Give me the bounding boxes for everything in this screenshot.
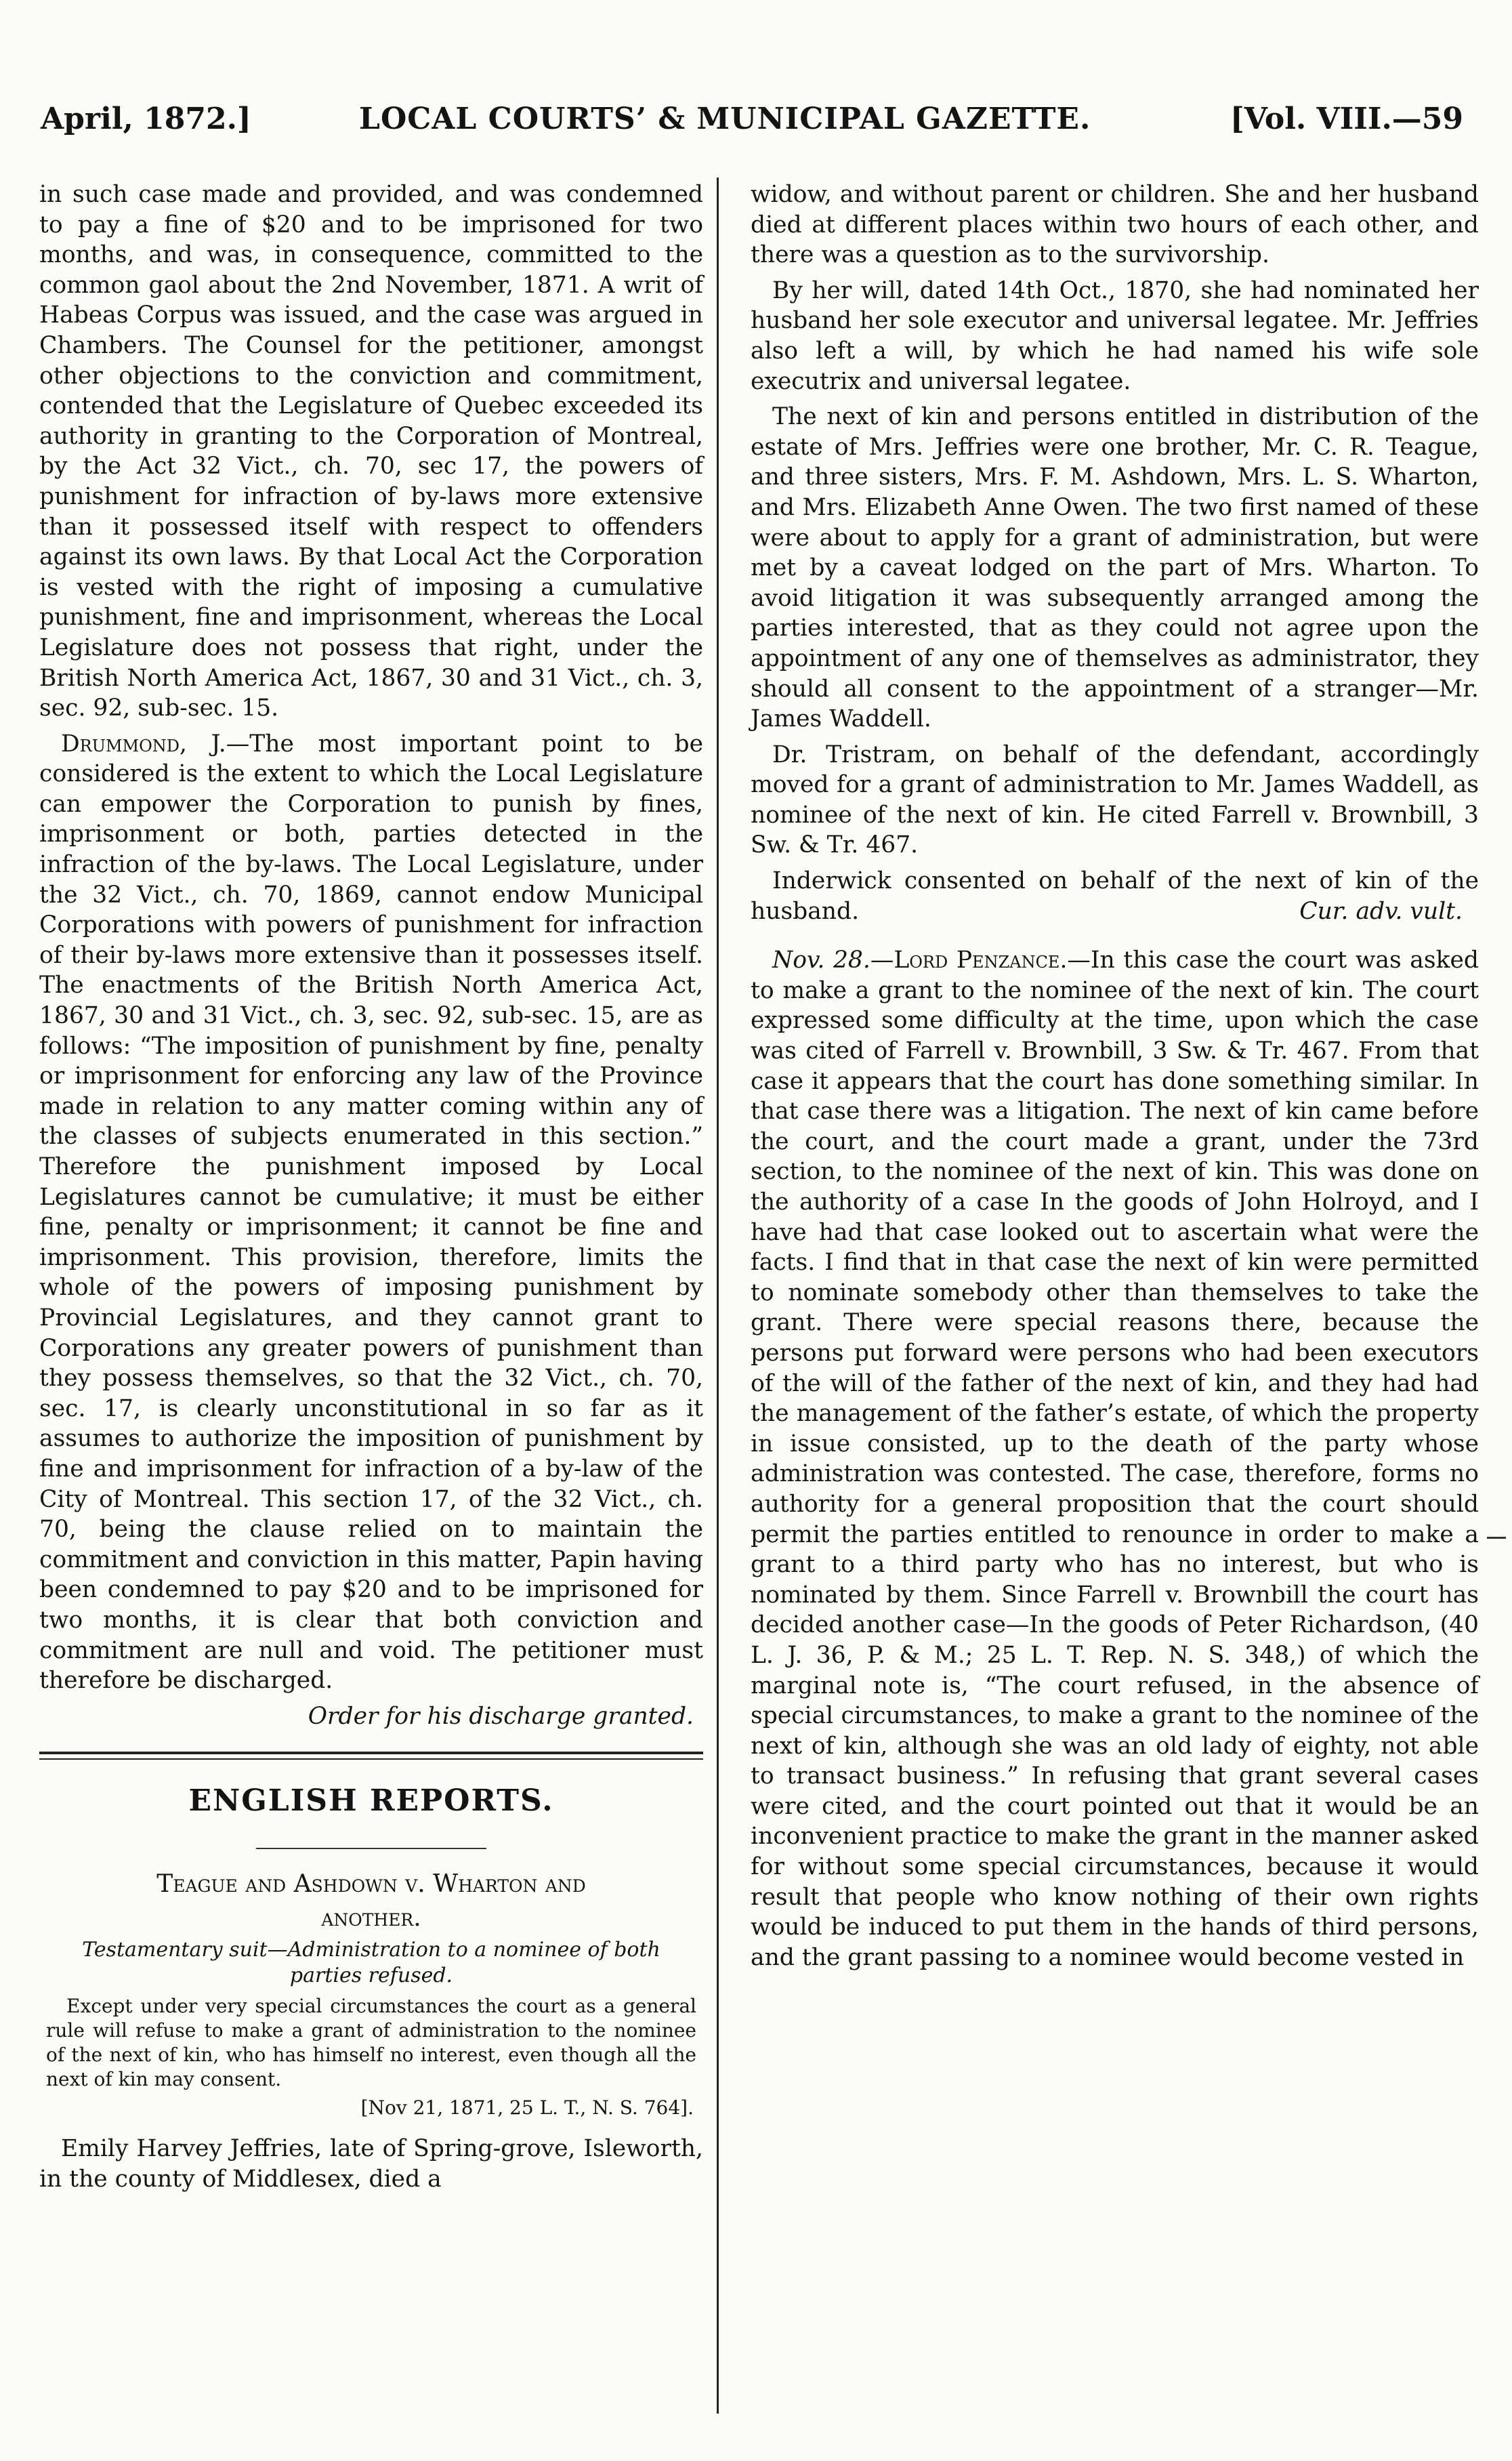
section-title: ENGLISH REPORTS.	[188, 1783, 554, 1819]
paragraph: The next of kin and persons entitled in distribution of the estate of Mrs. Jeffries were one brother, Mr. C. R. Teague, and three sisters, Mrs. F. M. Ashdown, Mrs. L. S. Wharton, and Mrs. Elizabeth Anne Owen. The two first named of these were about to apply for a grant of administration, but were met by a caveat lodged on the part of Mrs. Wharton. To avoid litigation it was subsequently arranged among the parties interested, that as they could not agree upon the appointment of any one of themselves as administrator, they should all consent to the appointment of a stranger—Mr. James Waddell.	[751, 403, 1479, 733]
paragraph: By her will, dated 14th Oct., 1870, she had nominated her husband her sole executor and universal legatee. Mr. Jeffries also left a will, by which he had named his wife sole executrix and universal legatee.	[751, 276, 1479, 395]
margin-mark	[1487, 1537, 1506, 1539]
right-column	[751, 180, 1479, 1972]
order-line: Order for his discharge granted.	[308, 1702, 694, 1730]
case-headnote: Testamentary suit—Administration to a nominee of both parties refused.	[82, 1938, 660, 1988]
column-rule	[717, 178, 719, 2414]
case-citation: [Nov 21, 1871, 25 L. T., N. S. 764].	[360, 2096, 694, 2119]
left-column	[39, 180, 703, 2194]
paragraph: in such case made and provided, and was condemned to pay a fine of $20 and to be imprisoned for two months, and was, in consequence, committed to the common gaol about the 2nd November, 1871. A writ of Habeas Corpus was issued, and the case was argued in Chambers. The Counsel for the petitioner, amongst other objections to the conviction and commitment, contended that the Legislature of Quebec exceeded its authority in granting to the Corporation of Montreal, by the Act 32 Vict., ch. 70, sec 17, the powers of punishment for infraction of by-laws more extensive than it possessed itself with respect to offenders against its own laws. By that Local Act the Corporation is vested with the right of imposing a cumulative punishment, fine and imprisonment, whereas the Local Legislature does not possess that right, under the British North America Act, 1867, 30 and 31 Vict., ch. 3, sec. 92, sub-sec. 15.	[39, 181, 703, 722]
header-title: LOCAL COURTS’ & MUNICIPAL GAZETTE.	[359, 102, 1091, 136]
short-divider	[256, 1848, 486, 1849]
case-title: Teague and Ashdown v. Wharton and	[156, 1870, 586, 1899]
header-volume-page: [Vol. VIII.—59	[1230, 102, 1463, 136]
paragraph: Inderwick consented on behalf of the next of kin of the husband. Cur. adv. vult.	[751, 866, 1479, 926]
case-note: Except under very special circumstances the court as a general rule will refuse to make a grant of administration to the nominee of the next of kin, who has himself no interest, even though all the next of kin may consent.	[46, 1995, 696, 2091]
judge-name: —Lord Penzance.	[870, 947, 1068, 974]
paragraph: widow, and without parent or children. She and her husband died at different places within two hours of each other, and there was a question as to the survivorship.	[751, 181, 1479, 269]
running-header	[41, 102, 1463, 142]
header-date: April, 1872.]	[41, 102, 251, 136]
judge-name: Drummond, J.	[61, 730, 226, 758]
section-divider	[39, 1752, 703, 1760]
case-title-continued: another.	[321, 1904, 421, 1932]
paragraph: Nov. 28.—Lord Penzance.—In this case the court was asked to make a grant to the nominee of the next of kin. The court expressed some difficulty at the time, upon which the case was cited of Farrell v. Brownbill, 3 Sw. & Tr. 467. From that case it appears that the court has done something similar. In that case there was a litigation. The next of kin came before the court, and the court made a grant, under the 73rd section, to the nominee of the next of kin. This was done on the authority of a case In the goods of John Holroyd, and I have had that case looked out to ascertain what were the facts. I find that in that case the next of kin were permitted to nominate somebody other than themselves to take the grant. There were special reasons there, because the persons put forward were persons who had been executors of the will of the father of the next of kin, and they had had the management of the father’s estate, of which the property in issue consisted, up to the death of the party whose administration was contested. The case, therefore, forms no authority for a general proposition that the court should permit the parties entitled to renounce in order to make a grant to a third party who has no interest, but who is nominated by them. Since Farrell v. Brownbill the court has decided another case—In the goods of Peter Richardson, (40 L. J. 36, P. & M.; 25 L. T. Rep. N. S. 348,) of which the marginal note is, “The court refused, in the absence of special circumstances, to make a grant to the nominee of the next of kin, although she was an old lady of eighty, not able to transact business.” In refusing that grant several cases were cited, and the court pointed out that it would be an inconvenient practice to make the grant in the manner asked for without some special circumstances, because it would result that people who know nothing of their own rights would be induced to put them in the hands of third persons, and the grant passing to a nominee would become vested in	[751, 947, 1479, 1971]
paragraph: Emily Harvey Jeffries, late of Spring-grove, Isleworth, in the county of Middlesex, died a	[39, 2135, 703, 2193]
paragraph: Drummond, J.—The most important point to be considered is the extent to which the Local Legislature can empower the Corporation to punish by fines, imprisonment or both, parties detected in the infraction of the by-laws. The Local Legislature, under the 32 Vict., ch. 70, 1869, cannot endow Municipal Corporations with powers of punishment for infraction of their by-laws more extensive than it possesses itself. The enactments of the British North America Act, 1867, 30 and 31 Vict., ch. 3, sec. 92, sub-sec. 15, are as follows: “The imposition of punishment by fine, penalty or imprisonment for enforcing any law of the Province made in relation to any matter coming within any of the classes of subjects enumerated in this section.” Therefore the punishment imposed by Local Legislatures cannot be cumulative; it must be either fine, penalty or imprisonment; it cannot be fine and imprisonment. This provision, therefore, limits the whole of the powers of imposing punishment by Provincial Legislatures, and they cannot grant to Corporations any greater powers of punishment than they possess themselves, so that the 32 Vict., ch. 70, sec. 17, is clearly unconstitutional in so far as it assumes to authorize the imposition of punishment by fine and imprisonment for infraction of a by-law of the City of Montreal. This section 17, of the 32 Vict., ch. 70, being the clause relied on to maintain the commitment and conviction in this matter, Papin having been condemned to pay $20 and to be imprisoned for two months, it is clear that both conviction and commitment are null and void. The petitioner must therefore be discharged.	[39, 730, 704, 1695]
paragraph: Dr. Tristram, on behalf of the defendant, accordingly moved for a grant of administration to Mr. James Waddell, as nominee of the next of kin. He cited Farrell v. Brownbill, 3 Sw. & Tr. 467.	[751, 741, 1479, 859]
cur-adv-vult: Cur. adv. vult.	[1299, 897, 1463, 925]
